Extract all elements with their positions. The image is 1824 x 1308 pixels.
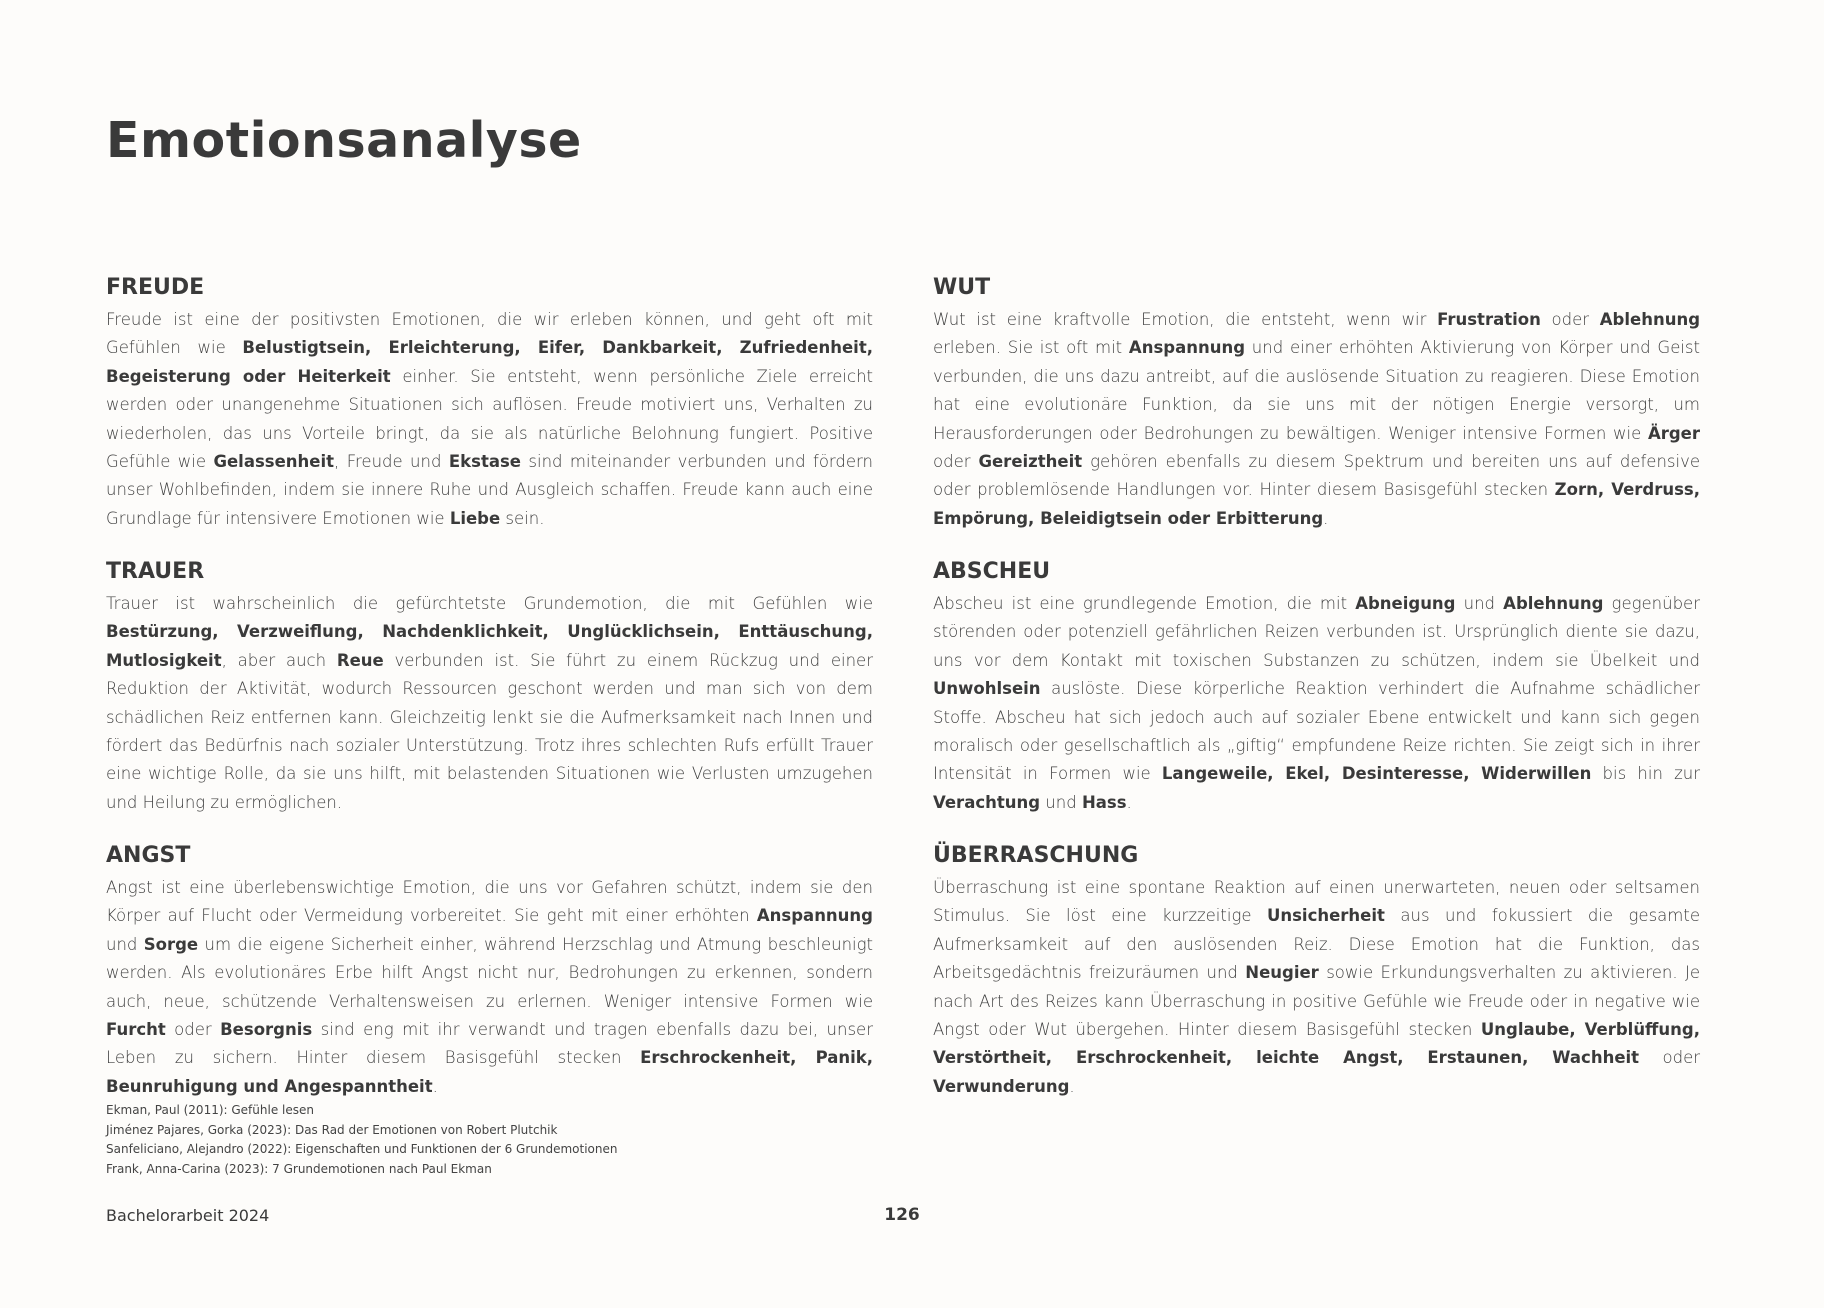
body-text: , aber auch xyxy=(221,650,337,670)
section-wut xyxy=(933,274,1700,533)
body-text: gegenüber störenden oder potenziell gefährlichen Reizen verbunden ist. Ursprünglich diente sie dazu, uns vor dem Kontakt mit toxischen Substanzen zu schützen, indem sie Übelkeit und xyxy=(933,594,1700,670)
body-text: Wut ist eine kraftvolle Emotion, die entsteht, wenn wir xyxy=(933,310,1438,329)
body-text: und einer erhöhten Aktivierung von Körper und Geist verbunden, die uns dazu antreibt, auf die auslösende Situation zu reagieren. Diese Emotion hat eine evolutionäre Funktion, da sie uns mit der nötigen Energie versorgt, um Herausforderungen oder Bedrohungen zu bewältigen. Weniger intensive Formen wie xyxy=(933,338,1700,443)
section-body xyxy=(106,874,873,1101)
emphasis-term: Ekstase xyxy=(448,452,521,472)
emphasis-term: Gereiztheit xyxy=(978,452,1083,472)
emphasis-term: Langeweile, Ekel, Desinteresse, Widerwillen xyxy=(1161,764,1592,784)
emphasis-term: Gelassenheit xyxy=(213,452,335,472)
footer-label: Bachelorarbeit 2024 xyxy=(106,1206,270,1225)
section-heading: ANGST xyxy=(106,843,191,868)
body-text: oder xyxy=(1540,310,1600,329)
section-ueberraschung xyxy=(933,842,1700,1101)
emphasis-term: Besorgnis xyxy=(220,1020,313,1040)
emphasis-term: Erschrockenheit, Panik, Beunruhigung und Angespanntheit xyxy=(106,1048,873,1096)
page-title: Emotionsanalyse xyxy=(106,112,582,169)
emphasis-term: Reue xyxy=(336,650,384,670)
emphasis-term: Zorn, Verdruss, Empörung, Beleidigtsein oder Erbitterung xyxy=(933,480,1700,528)
body-text: Überraschung ist eine spontane Reaktion auf einen unerwarteten, neuen oder seltsamen Stimulus. Sie löst eine kurzzeitige xyxy=(933,878,1700,926)
reference-item: Sanfeliciano, Alejandro (2022): Eigenschaften und Funktionen der 6 Grundemotionen xyxy=(106,1142,618,1156)
body-text: sein. xyxy=(500,508,545,528)
emphasis-term: Belustigtsein, Erleichterung, Eifer, Dankbarkeit, Zufriedenheit, Begeisterung oder Heiterkeit xyxy=(106,338,873,386)
section-heading: FREUDE xyxy=(106,275,205,300)
reference-item: Jiménez Pajares, Gorka (2023): Das Rad der Emotionen von Robert Plutchik xyxy=(106,1122,558,1137)
section-body xyxy=(106,306,873,533)
section-body xyxy=(933,306,1700,533)
body-text: Trauer ist wahrscheinlich die gefürchtetste Grundemotion, die mit Gefühlen wie xyxy=(106,594,873,613)
page-number: 126 xyxy=(884,1205,920,1225)
emphasis-term: Neugier xyxy=(1245,963,1319,983)
body-text: . xyxy=(1323,508,1329,528)
emphasis-term: Frustration xyxy=(1437,310,1541,329)
emphasis-term: Ablehnung xyxy=(1503,594,1604,613)
emphasis-term: Unglaube, Verblüffung, Verstörtheit, Erschrockenheit, leichte Angst, Erstaunen, Wachheit xyxy=(933,1020,1700,1068)
body-text: oder xyxy=(165,1020,221,1040)
body-text: sowie Erkundungsverhalten zu aktivieren. Je nach Art des Reizes kann Überraschung in positive Gefühle wie Freude oder in negative wie Angst oder Wut übergehen. Hinter diesem Basisgefühl stecken xyxy=(933,963,1700,1040)
section-trauer xyxy=(106,558,873,817)
body-text: und xyxy=(1455,594,1504,613)
reference-item: Ekman, Paul (2011): Gefühle lesen xyxy=(106,1103,314,1117)
section-heading: TRAUER xyxy=(106,559,205,584)
body-text: um die eigene Sicherheit einher, während Herzschlag und Atmung beschleunigt werden. Als evolutionäres Erbe hilft Angst nicht nur, Bedrohungen zu erkennen, sondern auch, neue, schützende Verhaltensweisen zu erlernen. Weniger intensive Formen wie xyxy=(106,934,873,1011)
body-text: erleben. Sie ist oft mit xyxy=(933,338,1129,358)
section-body xyxy=(106,590,873,817)
emphasis-term: Hass xyxy=(1081,792,1127,812)
body-text: bis hin zur xyxy=(1591,764,1701,784)
body-text: sind miteinander verbunden und fördern unser Wohlbefinden, indem sie innere Ruhe und Ausgleich schaffen. Freude kann auch eine Grundlage für intensivere Emotionen wie xyxy=(106,452,873,528)
body-text: sind eng mit ihr verwandt und tragen ebenfalls dazu bei, unser Leben zu sichern. Hinter diesem Basisgefühl stecken xyxy=(106,1020,873,1068)
body-text: . xyxy=(432,1076,438,1096)
emphasis-term: Abneigung xyxy=(1355,594,1456,613)
body-text: . xyxy=(1126,792,1132,812)
body-text: einher. Sie entsteht, wenn persönliche Ziele erreicht werden oder unangenehme Situationen sich auflösen. Freude motiviert uns, Verhalten zu wiederholen, das uns Vorteile bringt, da sie als natürliche Belohnung fungiert. Positive Gefühle wie xyxy=(106,366,873,472)
body-text: und xyxy=(106,934,144,954)
body-text: Abscheu ist eine grundlegende Emotion, die mit xyxy=(933,594,1356,613)
section-abscheu xyxy=(933,558,1700,817)
emphasis-term: Verachtung xyxy=(933,792,1041,812)
body-text: und xyxy=(1040,792,1082,812)
emphasis-term: Liebe xyxy=(449,508,501,528)
section-heading: WUT xyxy=(933,275,991,300)
body-text: oder xyxy=(1639,1048,1701,1068)
body-text: gehören ebenfalls zu diesem Spektrum und bereiten uns auf defensive oder problemlösende Handlungen vor. Hinter diesem Basisgefühl stecken xyxy=(933,452,1700,500)
section-freude xyxy=(106,274,873,533)
section-body xyxy=(933,590,1700,817)
emphasis-term: Unsicherheit xyxy=(1266,906,1385,926)
body-text: oder xyxy=(933,452,979,472)
emphasis-term: Bestürzung, Verzweiflung, Nachdenklichkeit, Unglücklichsein, Enttäuschung, Mutlosigkeit xyxy=(106,622,873,670)
section-angst xyxy=(106,842,873,1101)
references-list xyxy=(106,1101,617,1179)
emphasis-term: Ablehnung xyxy=(1599,310,1701,329)
body-text: , Freude und xyxy=(334,452,449,472)
emphasis-term: Anspannung xyxy=(1128,338,1246,358)
emphasis-term: Ärger xyxy=(1647,423,1700,443)
emphasis-term: Verwunderung xyxy=(933,1076,1070,1096)
body-text: auslöste. Diese körperliche Reaktion verhindert die Aufnahme schädlicher Stoffe. Abscheu hat sich jedoch auch auf sozialer Ebene entwickelt und kann sich gegen moralisch oder gesellschaftlich als „giftig“ empfundene Reize richten. Sie zeigt sich in ihrer Intensität in Formen wie xyxy=(933,679,1700,784)
section-heading: ÜBERRASCHUNG xyxy=(933,843,1139,868)
body-text: Angst ist eine überlebenswichtige Emotion, die uns vor Gefahren schützt, indem sie den Körper auf Flucht oder Vermeidung vorbereitet. Sie geht mit einer erhöhten xyxy=(106,878,873,926)
emphasis-term: Anspannung xyxy=(756,906,873,926)
body-text: aus und fokussiert die gesamte Aufmerksamkeit auf den auslösenden Reiz. Diese Emotion hat die Funktion, das Arbeitsgedächtnis freizuräumen und xyxy=(933,906,1700,983)
body-text: verbunden ist. Sie führt zu einem Rückzug und einer Reduktion der Aktivität, wodurch Ressourcen geschont werden und man sich von dem schädlichen Reiz entfernen kann. Gleichzeitig lenkt sie die Aufmerksamkeit nach Innen und fördert das Bedürfnis nach sozialer Unterstützung. Trotz ihres schlechten Rufs erfüllt Trauer eine wichtige Rolle, da sie uns hilft, mit belastenden Situationen wie Verlusten umzugehen und Heilung zu ermöglichen. xyxy=(106,650,873,812)
reference-item: Frank, Anna-Carina (2023): 7 Grundemotionen nach Paul Ekman xyxy=(106,1161,492,1176)
emphasis-term: Unwohlsein xyxy=(933,679,1041,699)
section-body xyxy=(933,874,1700,1101)
emphasis-term: Furcht xyxy=(106,1020,166,1040)
body-text: . xyxy=(1069,1076,1075,1096)
emphasis-term: Sorge xyxy=(143,934,199,954)
section-heading: ABSCHEU xyxy=(933,559,1051,584)
body-text: Freude ist eine der positivsten Emotionen, die wir erleben können, und geht oft mit Gefühlen wie xyxy=(106,310,873,358)
